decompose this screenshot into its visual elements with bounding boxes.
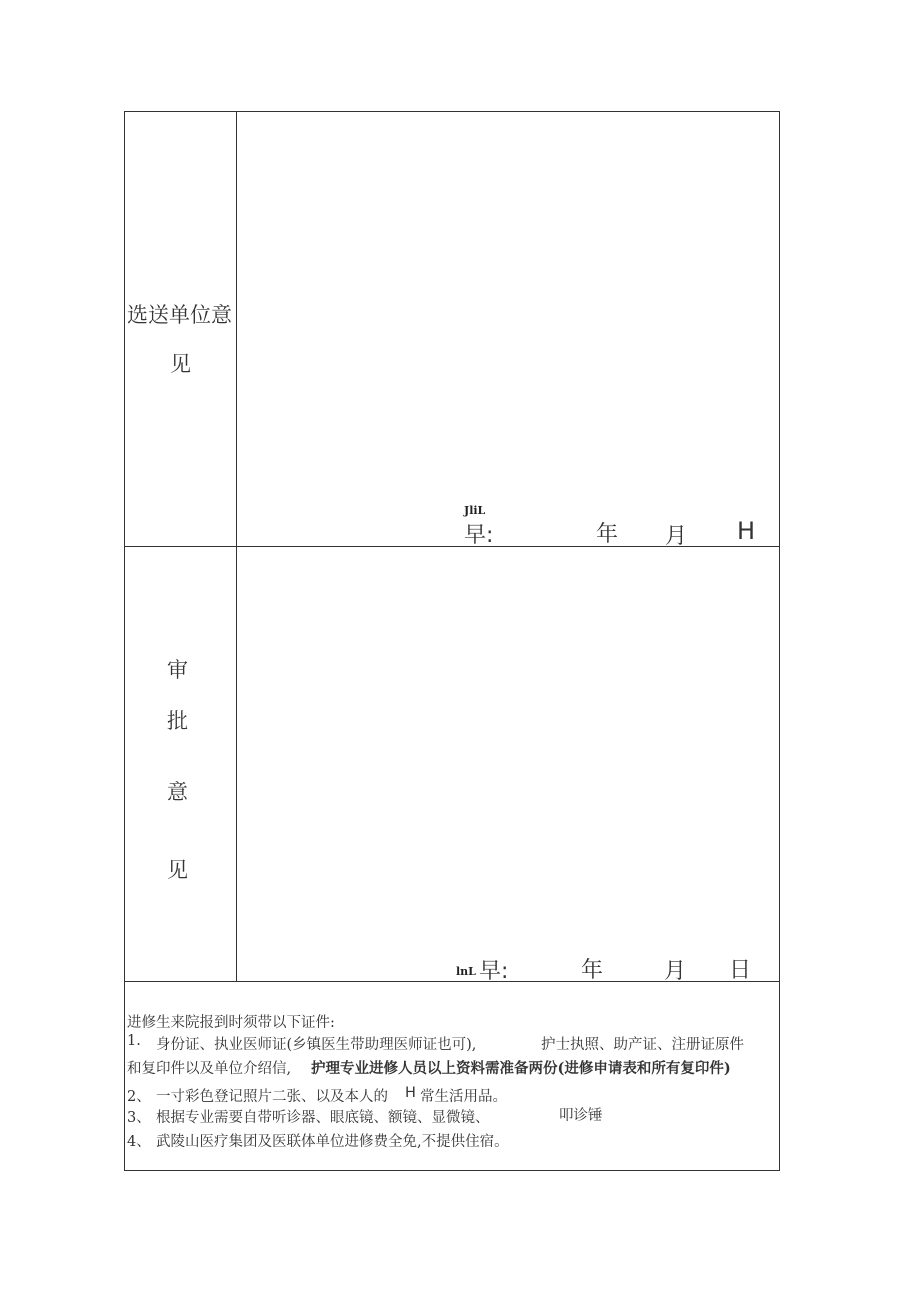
notes-item1-text-b: 护士执照、助产证、注册证原件 [541, 1037, 744, 1053]
notes-item2-number: 2、 [127, 1089, 151, 1105]
section1-signature-label: 早: [464, 523, 494, 548]
notes-item1-cont-b: 护理专业进修人员以上资料需准备两份(进修申请表和所有复印件) [311, 1060, 731, 1077]
notes-item3-text-b: 叩诊锤 [559, 1108, 603, 1124]
notes-item2-text-a: 一寸彩色登记照片二张、以及本人的 [156, 1089, 388, 1105]
notes-item3-number: 3、 [127, 1110, 151, 1126]
section2-label-char-1: 审 [167, 658, 188, 682]
section2-label-char-4: 见 [167, 858, 188, 882]
notes-item1-text-a: 身份证、执业医师证(乡镇医生带助理医师证也可), [156, 1037, 477, 1053]
section1-day-label: H [737, 517, 756, 545]
col-divider-1 [236, 112, 237, 547]
section1-signature-mark: JliL [464, 504, 486, 517]
notes-item1-cont-a: 和复印件以及单位介绍信, [127, 1061, 292, 1077]
section2-day-label: 日 [729, 958, 752, 983]
section1-year-label: 年 [596, 522, 619, 547]
notes-item2-h: H [405, 1085, 416, 1101]
notes-item3-text-a: 根据专业需要自带听诊器、眼底镜、额镜、显微镜、 [156, 1110, 490, 1126]
section1-label-line1: 选送单位意 [127, 303, 232, 327]
section2-label-char-3: 意 [167, 780, 188, 804]
section2-signature-mark: lnL [456, 965, 476, 978]
section2-signature-label: 早: [479, 959, 509, 984]
section2-month-label: 月 [664, 959, 687, 984]
notes-intro: 进修生来院报到时须带以下证件: [127, 1015, 335, 1031]
form-table [124, 111, 780, 1171]
notes-item1-number: 1. [127, 1033, 141, 1049]
section1-month-label: 月 [665, 524, 688, 549]
section1-label-line2: 见 [170, 352, 191, 376]
section2-year-label: 年 [581, 958, 604, 983]
col-divider-2 [236, 547, 237, 981]
notes-item4-number: 4、 [127, 1134, 151, 1150]
notes-item4-text: 武陵山医疗集团及医联体单位进修费全免,不提供住宿。 [156, 1134, 509, 1150]
notes-item2-text-b: 常生活用品。 [420, 1089, 507, 1105]
section2-label-char-2: 批 [167, 709, 188, 733]
